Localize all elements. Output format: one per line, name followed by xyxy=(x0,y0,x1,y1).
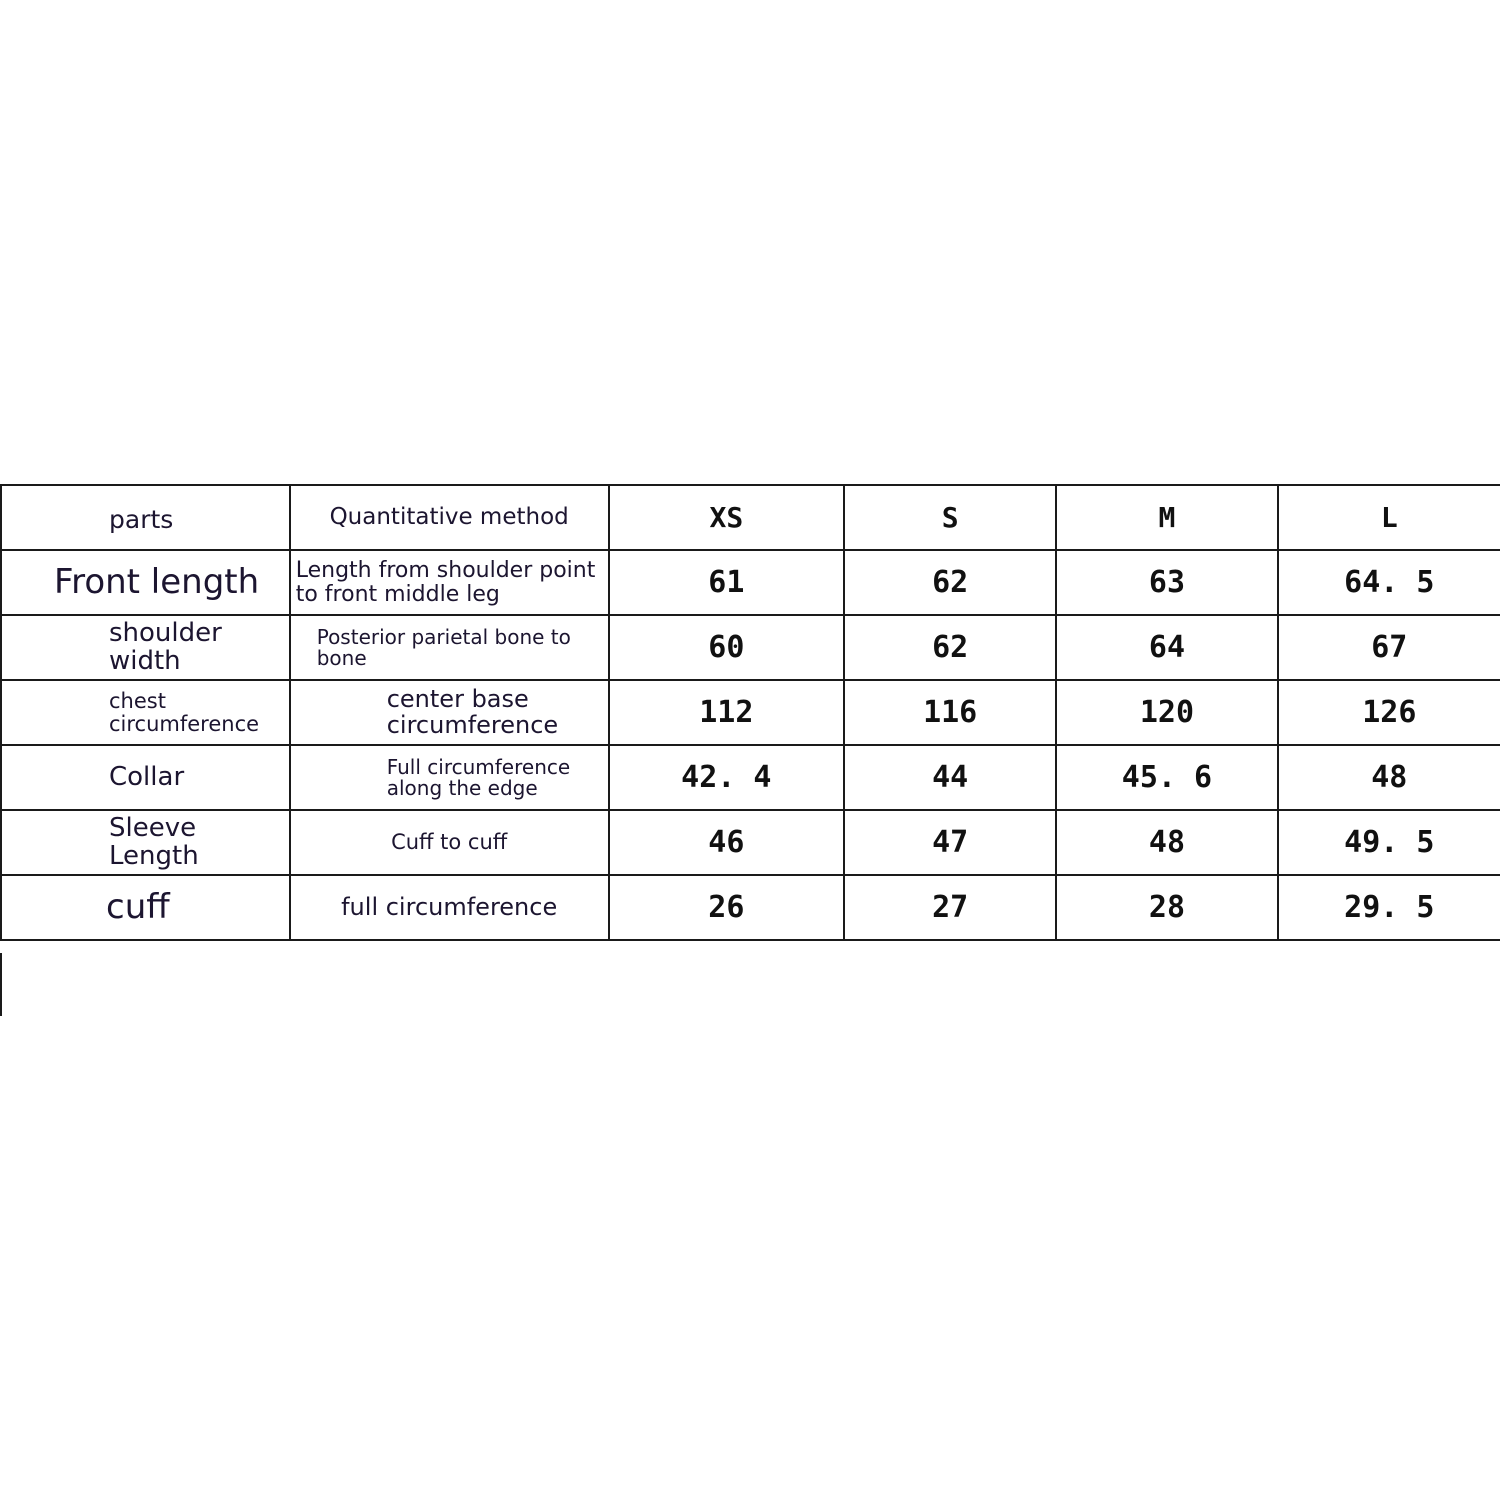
table-row xyxy=(1,810,1500,875)
table-row xyxy=(1,550,1500,615)
size-chart-table xyxy=(0,484,1500,941)
value-cell: 63 xyxy=(1056,550,1277,615)
value-cell: 126 xyxy=(1278,680,1500,745)
value-cell: 29. 5 xyxy=(1278,875,1500,940)
header-size-s: S xyxy=(844,485,1056,550)
method-cell: Cuff to cuff xyxy=(290,810,609,875)
value-cell: 62 xyxy=(844,615,1056,680)
header-size-m: M xyxy=(1056,485,1277,550)
table-row xyxy=(1,745,1500,810)
value-cell: 47 xyxy=(844,810,1056,875)
header-row xyxy=(1,485,1500,550)
method-cell: Length from shoulder point to front middle leg xyxy=(290,550,609,615)
value-cell: 46 xyxy=(609,810,844,875)
value-cell: 48 xyxy=(1056,810,1277,875)
part-cell: Front length xyxy=(1,550,290,615)
value-cell: 48 xyxy=(1278,745,1500,810)
header-parts: parts xyxy=(1,485,290,550)
value-cell: 44 xyxy=(844,745,1056,810)
table-row xyxy=(1,680,1500,745)
method-cell: center base circumference xyxy=(290,680,609,745)
value-cell: 112 xyxy=(609,680,844,745)
header-size-xs: XS xyxy=(609,485,844,550)
value-cell: 120 xyxy=(1056,680,1277,745)
table-row xyxy=(1,615,1500,680)
value-cell: 28 xyxy=(1056,875,1277,940)
header-size-l: L xyxy=(1278,485,1500,550)
value-cell: 61 xyxy=(609,550,844,615)
value-cell: 64. 5 xyxy=(1278,550,1500,615)
value-cell: 26 xyxy=(609,875,844,940)
part-cell: Sleeve Length xyxy=(1,810,290,875)
value-cell: 67 xyxy=(1278,615,1500,680)
value-cell: 42. 4 xyxy=(609,745,844,810)
value-cell: 45. 6 xyxy=(1056,745,1277,810)
method-cell: Posterior parietal bone to bone xyxy=(290,615,609,680)
header-method: Quantitative method xyxy=(290,485,609,550)
value-cell: 27 xyxy=(844,875,1056,940)
part-cell: Collar xyxy=(1,745,290,810)
part-cell: cuff xyxy=(1,875,290,940)
part-cell: shoulder width xyxy=(1,615,290,680)
method-cell: Full circumference along the edge xyxy=(290,745,609,810)
value-cell: 116 xyxy=(844,680,1056,745)
table-border-extension xyxy=(0,953,2,1016)
value-cell: 64 xyxy=(1056,615,1277,680)
value-cell: 49. 5 xyxy=(1278,810,1500,875)
table-row xyxy=(1,875,1500,940)
value-cell: 60 xyxy=(609,615,844,680)
method-cell: full circumference xyxy=(290,875,609,940)
part-cell: chest circumference xyxy=(1,680,290,745)
value-cell: 62 xyxy=(844,550,1056,615)
